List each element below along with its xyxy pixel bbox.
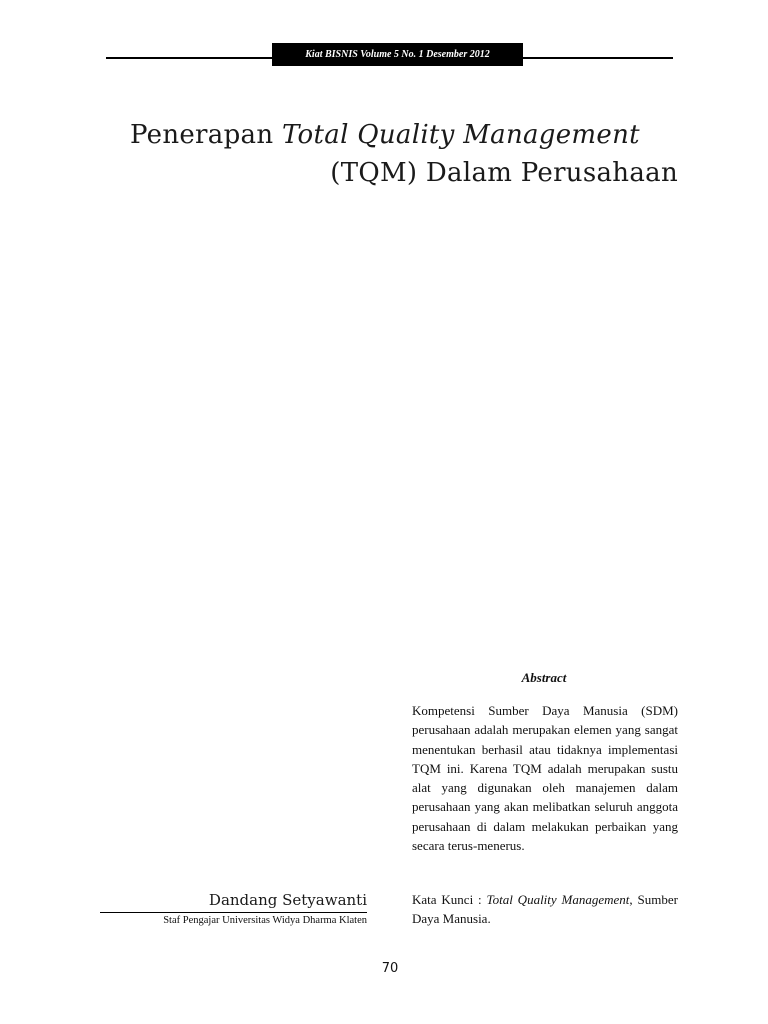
author-name: Dandang Setyawanti (208, 891, 367, 909)
title-italic: Total Quality Management (281, 120, 640, 150)
abstract-heading: Abstract (521, 670, 567, 685)
keywords-label: Kata Kunci : (412, 892, 487, 907)
title-prefix: Penerapan (130, 120, 282, 150)
journal-header: Kiat BISNIS Volume 5 No. 1 Desember 2012 (272, 43, 523, 66)
keywords-italic: Total Quality Management (486, 892, 630, 907)
title-line-1 (110, 116, 678, 154)
author-affiliation: Staf Pengajar Universitas Widya Dharma Klaten (163, 915, 367, 926)
abstract-body: Kompetensi Sumber Daya Manusia (SDM) perusahaan adalah merupakan elemen yang sangat menentukan berhasil atau tidaknya implementasi TQM ini. Karena TQM adalah merupakan sustu alat yang digunakan oleh manajemen dalam perusahaan yang akan melibatkan seluruh anggota perusahaan di dalam melakukan perbaikan yang secara terus-menerus. (412, 703, 678, 854)
title-line-2: (TQM) Dalam Perusahaan (330, 158, 678, 188)
keywords (412, 890, 678, 928)
page-number: 70 (381, 961, 399, 976)
paper-title (110, 116, 678, 192)
keywords-rest: , Sumber Daya Manusia. (412, 892, 678, 926)
header-rule-right (523, 57, 673, 59)
header-rule-left (106, 57, 272, 59)
